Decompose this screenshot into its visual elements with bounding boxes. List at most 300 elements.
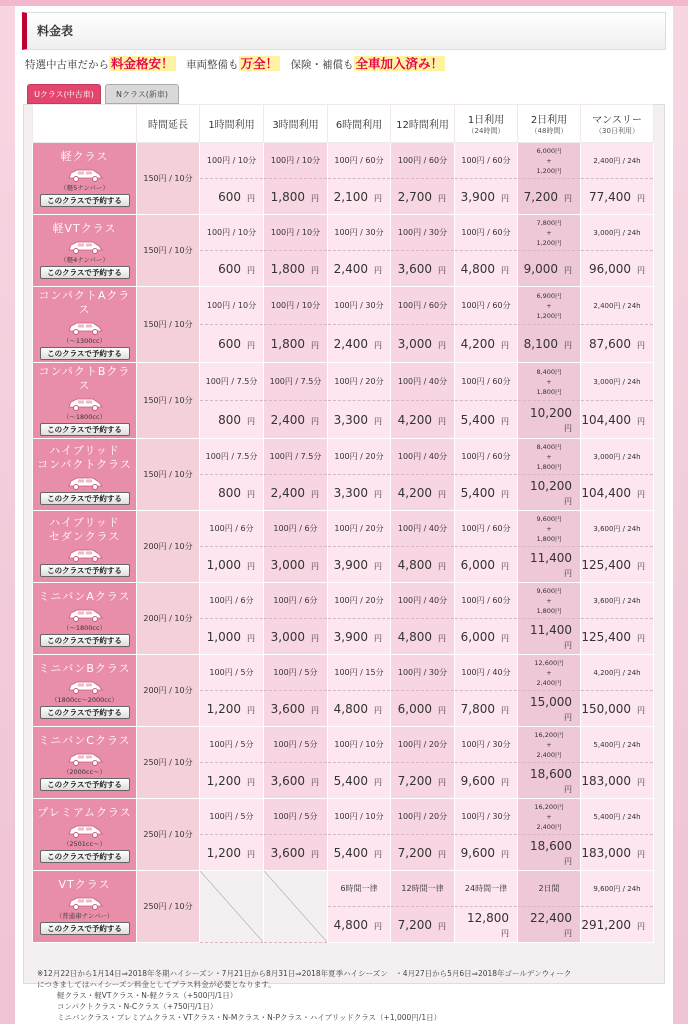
table-row (33, 871, 654, 907)
price-cell (328, 179, 391, 215)
class-cell (33, 439, 137, 511)
rate-cell: 100円 / 20分 (328, 363, 391, 401)
rate-line: + (546, 596, 552, 605)
price-cell (518, 547, 581, 583)
class-cell (33, 583, 137, 655)
price-value: 12,800 (467, 910, 509, 925)
page-side-left (0, 6, 15, 1024)
rate-line: 16,200円 (534, 730, 564, 739)
price-cell (518, 619, 581, 655)
yen-unit: 円 (247, 416, 255, 426)
footnote-item: ミニバンクラス・プレミアムクラス・VTクラス・N-Mクラス・N-Pクラス・ハイブリッドクラス（+1,000円/1日） (57, 1013, 442, 1022)
yen-unit: 円 (637, 340, 645, 350)
rate-cell: 100円 / 30分 (391, 655, 455, 691)
price-value: 5,400 (333, 845, 368, 860)
price-cell (581, 179, 654, 215)
tagline-highlight-1: 料金格安！ (111, 56, 174, 71)
rate-cell: 100円 / 40分 (391, 511, 455, 547)
class-name-2: コンパクトクラス (37, 458, 132, 471)
yen-unit: 円 (374, 489, 382, 499)
yen-unit: 円 (311, 340, 319, 350)
reserve-button[interactable]: このクラスで予約する (40, 423, 130, 436)
price-cell (264, 619, 328, 655)
price-cell (518, 691, 581, 727)
price-cell (518, 763, 581, 799)
rate-line: 9,600円 (536, 514, 562, 523)
car-icon (65, 677, 105, 695)
car-icon (65, 237, 105, 255)
extension-fee: 150円 / 10分 (137, 215, 200, 287)
car-icon (65, 605, 105, 623)
price-cell (264, 401, 328, 439)
yen-unit: 円 (438, 340, 446, 350)
price-cell (581, 475, 654, 511)
rate-line: + (546, 156, 552, 165)
rate-cell: 100円 / 6分 (264, 511, 328, 547)
price-value: 183,000 (581, 773, 631, 788)
price-cell (581, 251, 654, 287)
footnote-item: コンパクトクラス・N-Cクラス（+750円/1日） (57, 1002, 218, 1011)
rate-cell: 100円 / 5分 (264, 655, 328, 691)
car-shape (65, 394, 105, 412)
rate-line: + (546, 228, 552, 237)
yen-unit: 円 (438, 921, 446, 931)
price-value: 6,000 (460, 629, 495, 644)
price-value: 4,200 (397, 485, 432, 500)
price-value: 125,400 (581, 557, 631, 572)
yen-unit: 円 (637, 265, 645, 275)
yen-unit: 円 (501, 705, 509, 715)
price-value: 600 (218, 336, 241, 351)
reserve-button[interactable]: このクラスで予約する (40, 492, 130, 505)
header-12h (391, 105, 455, 143)
yen-unit: 円 (311, 561, 319, 571)
rate-cell: 100円 / 7.5分 (200, 363, 264, 401)
yen-unit: 円 (438, 489, 446, 499)
price-value: 3,300 (333, 412, 368, 427)
extension-fee: 150円 / 10分 (137, 143, 200, 215)
yen-unit: 円 (564, 340, 572, 350)
rate-cell: 100円 / 10分 (200, 287, 264, 325)
header-label: 2日利用 (530, 115, 568, 126)
rate-line: 1,200円 (536, 311, 562, 320)
price-value: 3,000 (397, 336, 432, 351)
rate-cell-2day (518, 143, 581, 179)
price-value: 1,800 (270, 189, 305, 204)
price-value: 11,400 (530, 622, 572, 637)
class-cell (33, 511, 137, 583)
rate-cell: 100円 / 5分 (264, 799, 328, 835)
extension-fee: 200円 / 10分 (137, 583, 200, 655)
footnote (37, 968, 667, 1023)
table-row (33, 143, 654, 179)
price-cell (328, 547, 391, 583)
rate-cell: 100円 / 20分 (328, 511, 391, 547)
price-cell (391, 763, 455, 799)
rate-cell: 100円 / 5分 (200, 727, 264, 763)
extension-fee: 200円 / 10分 (137, 511, 200, 583)
price-cell (518, 475, 581, 511)
page-side-right (673, 6, 688, 1024)
rate-cell: 100円 / 6分 (200, 511, 264, 547)
price-cell (200, 475, 264, 511)
price-value: 4,800 (397, 557, 432, 572)
price-cell (200, 325, 264, 363)
price-cell (518, 401, 581, 439)
price-cell (328, 251, 391, 287)
price-value: 2,100 (333, 189, 368, 204)
table-row (33, 655, 654, 691)
class-note: （軽4ナンバー） (60, 256, 109, 264)
page-title: 料金表 (22, 12, 666, 50)
rate-cell-2day (518, 799, 581, 835)
yen-unit: 円 (564, 640, 572, 650)
price-value: 9,600 (460, 773, 495, 788)
tagline (25, 56, 445, 73)
class-note: （軽5ナンバー） (60, 184, 109, 192)
rate-cell: 100円 / 5分 (264, 727, 328, 763)
price-value: 5,400 (333, 773, 368, 788)
price-value: 3,300 (333, 485, 368, 500)
yen-unit: 円 (374, 921, 382, 931)
header-extension (137, 105, 200, 143)
yen-unit: 円 (374, 633, 382, 643)
price-cell (328, 907, 391, 943)
price-value: 1,000 (206, 557, 241, 572)
price-cell (391, 907, 455, 943)
price-value: 4,800 (460, 261, 495, 276)
price-cell (455, 619, 518, 655)
price-cell (328, 763, 391, 799)
car-shape (65, 749, 105, 767)
price-value: 3,600 (270, 701, 305, 716)
price-value: 183,000 (581, 845, 631, 860)
price-value: 1,200 (206, 701, 241, 716)
class-tabs (23, 80, 665, 104)
rate-line: 1,800円 (536, 606, 562, 615)
footnote-line: につきましてはハイシーズン料金としてプラス料金が必要となります。 (37, 980, 276, 989)
class-note: （2000cc～） (62, 768, 107, 776)
rate-cell: 100円 / 6分 (200, 583, 264, 619)
yen-unit: 円 (501, 340, 509, 350)
price-value: 2,400 (270, 485, 305, 500)
rate-cell-2day (518, 655, 581, 691)
price-cell (328, 401, 391, 439)
rate-cell: 100円 / 5分 (200, 655, 264, 691)
yen-unit: 円 (374, 193, 382, 203)
rate-cell-2day (518, 363, 581, 401)
price-value: 77,400 (589, 189, 631, 204)
reserve-button[interactable]: このクラスで予約する (40, 634, 130, 647)
class-note: （～1800cc） (62, 624, 107, 632)
rate-line: + (546, 812, 552, 821)
price-cell (391, 251, 455, 287)
header-class-empty (33, 105, 137, 143)
yen-unit: 円 (564, 193, 572, 203)
class-cell (33, 215, 137, 287)
yen-unit: 円 (311, 705, 319, 715)
price-cell (581, 691, 654, 727)
class-cell (33, 727, 137, 799)
car-icon (65, 394, 105, 412)
class-note: （～1300cc） (62, 337, 107, 345)
price-value: 8,100 (523, 336, 558, 351)
yen-unit: 円 (311, 633, 319, 643)
reserve-button[interactable]: このクラスで予約する (40, 347, 130, 360)
yen-unit: 円 (438, 193, 446, 203)
rate-cell: 100円 / 10分 (200, 215, 264, 251)
price-cell (200, 547, 264, 583)
price-value: 10,200 (530, 405, 572, 420)
tab-n-class[interactable]: Nクラス(新車) (105, 84, 179, 104)
header-monthly (581, 105, 654, 143)
price-value: 7,200 (397, 917, 432, 932)
rate-line: + (546, 301, 552, 310)
price-value: 291,200 (581, 917, 631, 932)
tab-u-class[interactable]: Uクラス(中古車) (27, 84, 101, 104)
rate-cell: 100円 / 30分 (328, 215, 391, 251)
table-header (33, 105, 654, 143)
price-cell (264, 691, 328, 727)
price-value: 3,900 (333, 629, 368, 644)
rate-cell: 100円 / 60分 (455, 215, 518, 251)
car-icon (65, 545, 105, 563)
rate-line: + (546, 524, 552, 533)
rate-cell-monthly: 3,600円 / 24h (581, 511, 654, 547)
class-cell (33, 143, 137, 215)
price-value: 600 (218, 189, 241, 204)
price-cell (581, 763, 654, 799)
rate-cell: 100円 / 60分 (455, 511, 518, 547)
price-cell (581, 619, 654, 655)
class-name: VTクラス (58, 878, 111, 891)
yen-unit: 円 (501, 561, 509, 571)
price-value: 1,800 (270, 336, 305, 351)
rate-cell: 100円 / 60分 (455, 583, 518, 619)
price-value: 3,600 (270, 845, 305, 860)
yen-unit: 円 (374, 416, 382, 426)
class-note: （～1800cc） (62, 413, 107, 421)
price-cell (328, 619, 391, 655)
price-value: 10,200 (530, 478, 572, 493)
price-cell (264, 325, 328, 363)
price-cell (518, 325, 581, 363)
price-cell (391, 835, 455, 871)
yen-unit: 円 (247, 777, 255, 787)
price-cell (518, 179, 581, 215)
price-cell (200, 763, 264, 799)
yen-unit: 円 (247, 340, 255, 350)
car-shape (65, 473, 105, 491)
rate-cell-monthly: 9,600円 / 24h (581, 871, 654, 907)
rate-cell: 100円 / 60分 (455, 143, 518, 179)
price-cell (455, 251, 518, 287)
price-value: 3,900 (460, 189, 495, 204)
rate-cell-monthly: 2,400円 / 24h (581, 287, 654, 325)
price-cell (518, 907, 581, 943)
price-cell (455, 179, 518, 215)
yen-unit: 円 (247, 849, 255, 859)
reserve-button[interactable]: このクラスで予約する (40, 850, 130, 863)
rate-cell: 100円 / 60分 (391, 287, 455, 325)
header-6h (328, 105, 391, 143)
rate-cell: 100円 / 20分 (391, 799, 455, 835)
price-value: 6,000 (460, 557, 495, 572)
rate-cell-2day (518, 871, 581, 907)
header-label: 3時間利用 (272, 120, 319, 131)
price-value: 4,800 (333, 917, 368, 932)
table-row (33, 439, 654, 475)
price-cell (200, 179, 264, 215)
rate-line: + (546, 452, 552, 461)
yen-unit: 円 (637, 705, 645, 715)
yen-unit: 円 (311, 489, 319, 499)
yen-unit: 円 (564, 784, 572, 794)
reserve-button[interactable]: このクラスで予約する (40, 266, 130, 279)
yen-unit: 円 (374, 265, 382, 275)
price-value: 1,800 (270, 261, 305, 276)
reserve-button[interactable]: このクラスで予約する (40, 778, 130, 791)
yen-unit: 円 (374, 705, 382, 715)
class-name: 軽VTクラス (52, 222, 117, 235)
price-cell (391, 619, 455, 655)
price-value: 6,000 (397, 701, 432, 716)
price-value: 800 (218, 485, 241, 500)
price-cell (200, 251, 264, 287)
rate-cell-monthly: 3,000円 / 24h (581, 215, 654, 251)
rate-cell-monthly: 3,600円 / 24h (581, 583, 654, 619)
price-value: 9,600 (460, 845, 495, 860)
price-value: 2,400 (333, 261, 368, 276)
class-name: プレミアムクラス (37, 806, 132, 819)
price-cell (264, 547, 328, 583)
rate-cell (264, 871, 328, 943)
price-cell (581, 325, 654, 363)
tagline-text-3: 保険・補償も (280, 59, 354, 71)
car-shape (65, 893, 105, 911)
extension-fee: 250円 / 10分 (137, 799, 200, 871)
yen-unit: 円 (637, 921, 645, 931)
price-cell (581, 907, 654, 943)
rate-line: + (546, 668, 552, 677)
rate-cell: 100円 / 30分 (391, 215, 455, 251)
price-cell (581, 401, 654, 439)
price-cell (264, 835, 328, 871)
price-cell (455, 835, 518, 871)
rate-cell: 100円 / 30分 (455, 727, 518, 763)
class-cell (33, 799, 137, 871)
table-row (33, 799, 654, 835)
reserve-button[interactable]: このクラスで予約する (40, 922, 130, 935)
rate-cell: 100円 / 5分 (200, 799, 264, 835)
rate-line: 1,200円 (536, 166, 562, 175)
yen-unit: 円 (564, 928, 572, 938)
rate-line: 8,400円 (536, 367, 562, 376)
price-value: 7,800 (460, 701, 495, 716)
price-value: 4,800 (397, 629, 432, 644)
price-value: 5,400 (460, 485, 495, 500)
rate-cell: 100円 / 7.5分 (264, 363, 328, 401)
class-name: コンパクトAクラス (38, 289, 131, 316)
yen-unit: 円 (564, 265, 572, 275)
table-row (33, 511, 654, 547)
reserve-button[interactable]: このクラスで予約する (40, 194, 130, 207)
price-cell (264, 763, 328, 799)
footnote-line: ※12月22日から1月14日⇒2018年冬期ハイシーズン・7月21日から8月31日⇒2018年夏季ハイシーズン ・4月27日から5月6日⇒2018年ゴールデンウィーク (37, 969, 572, 978)
price-cell (581, 547, 654, 583)
class-note: （1800cc～2000cc） (51, 696, 118, 704)
reserve-button[interactable]: このクラスで予約する (40, 564, 130, 577)
yen-unit: 円 (501, 489, 509, 499)
car-icon (65, 473, 105, 491)
rate-cell: 100円 / 40分 (455, 655, 518, 691)
price-value: 22,400 (530, 910, 572, 925)
rate-line: 2,400円 (536, 750, 562, 759)
price-cell (328, 325, 391, 363)
price-value: 104,400 (581, 412, 631, 427)
rate-line: + (546, 377, 552, 386)
price-cell (455, 763, 518, 799)
car-icon (65, 821, 105, 839)
extension-fee: 250円 / 10分 (137, 727, 200, 799)
price-cell (264, 251, 328, 287)
yen-unit: 円 (247, 705, 255, 715)
rate-cell-2day (518, 727, 581, 763)
car-shape (65, 165, 105, 183)
yen-unit: 円 (311, 777, 319, 787)
yen-unit: 円 (564, 712, 572, 722)
table-body (33, 143, 654, 943)
rate-cell: 100円 / 20分 (391, 727, 455, 763)
car-shape (65, 605, 105, 623)
class-cell (33, 287, 137, 363)
yen-unit: 円 (247, 489, 255, 499)
rate-cell: 100円 / 40分 (391, 363, 455, 401)
price-value: 1,200 (206, 773, 241, 788)
yen-unit: 円 (501, 193, 509, 203)
yen-unit: 円 (247, 561, 255, 571)
header-sub: （48時間） (530, 127, 568, 135)
header-label: 1時間利用 (208, 120, 255, 131)
yen-unit: 円 (374, 849, 382, 859)
price-value: 3,900 (333, 557, 368, 572)
rate-cell: 100円 / 60分 (455, 287, 518, 325)
reserve-button[interactable]: このクラスで予約する (40, 706, 130, 719)
yen-unit: 円 (438, 416, 446, 426)
header-label: マンスリー (592, 115, 642, 126)
yen-unit: 円 (311, 193, 319, 203)
yen-unit: 円 (637, 489, 645, 499)
price-value: 125,400 (581, 629, 631, 644)
price-cell (455, 475, 518, 511)
price-cell (328, 691, 391, 727)
rate-cell-2day (518, 511, 581, 547)
rate-cell-monthly: 3,000円 / 24h (581, 439, 654, 475)
rate-line: 7,800円 (536, 218, 562, 227)
rate-cell: 100円 / 60分 (328, 143, 391, 179)
price-value: 2,700 (397, 189, 432, 204)
price-cell (328, 835, 391, 871)
rate-line: 8,400円 (536, 442, 562, 451)
header-sub: （24時間） (467, 127, 505, 135)
rate-cell: 100円 / 20分 (328, 583, 391, 619)
class-note: （普通車ナンバー） (55, 912, 114, 920)
price-value: 3,000 (270, 557, 305, 572)
yen-unit: 円 (637, 777, 645, 787)
yen-unit: 円 (637, 561, 645, 571)
price-value: 96,000 (589, 261, 631, 276)
price-value: 800 (218, 412, 241, 427)
